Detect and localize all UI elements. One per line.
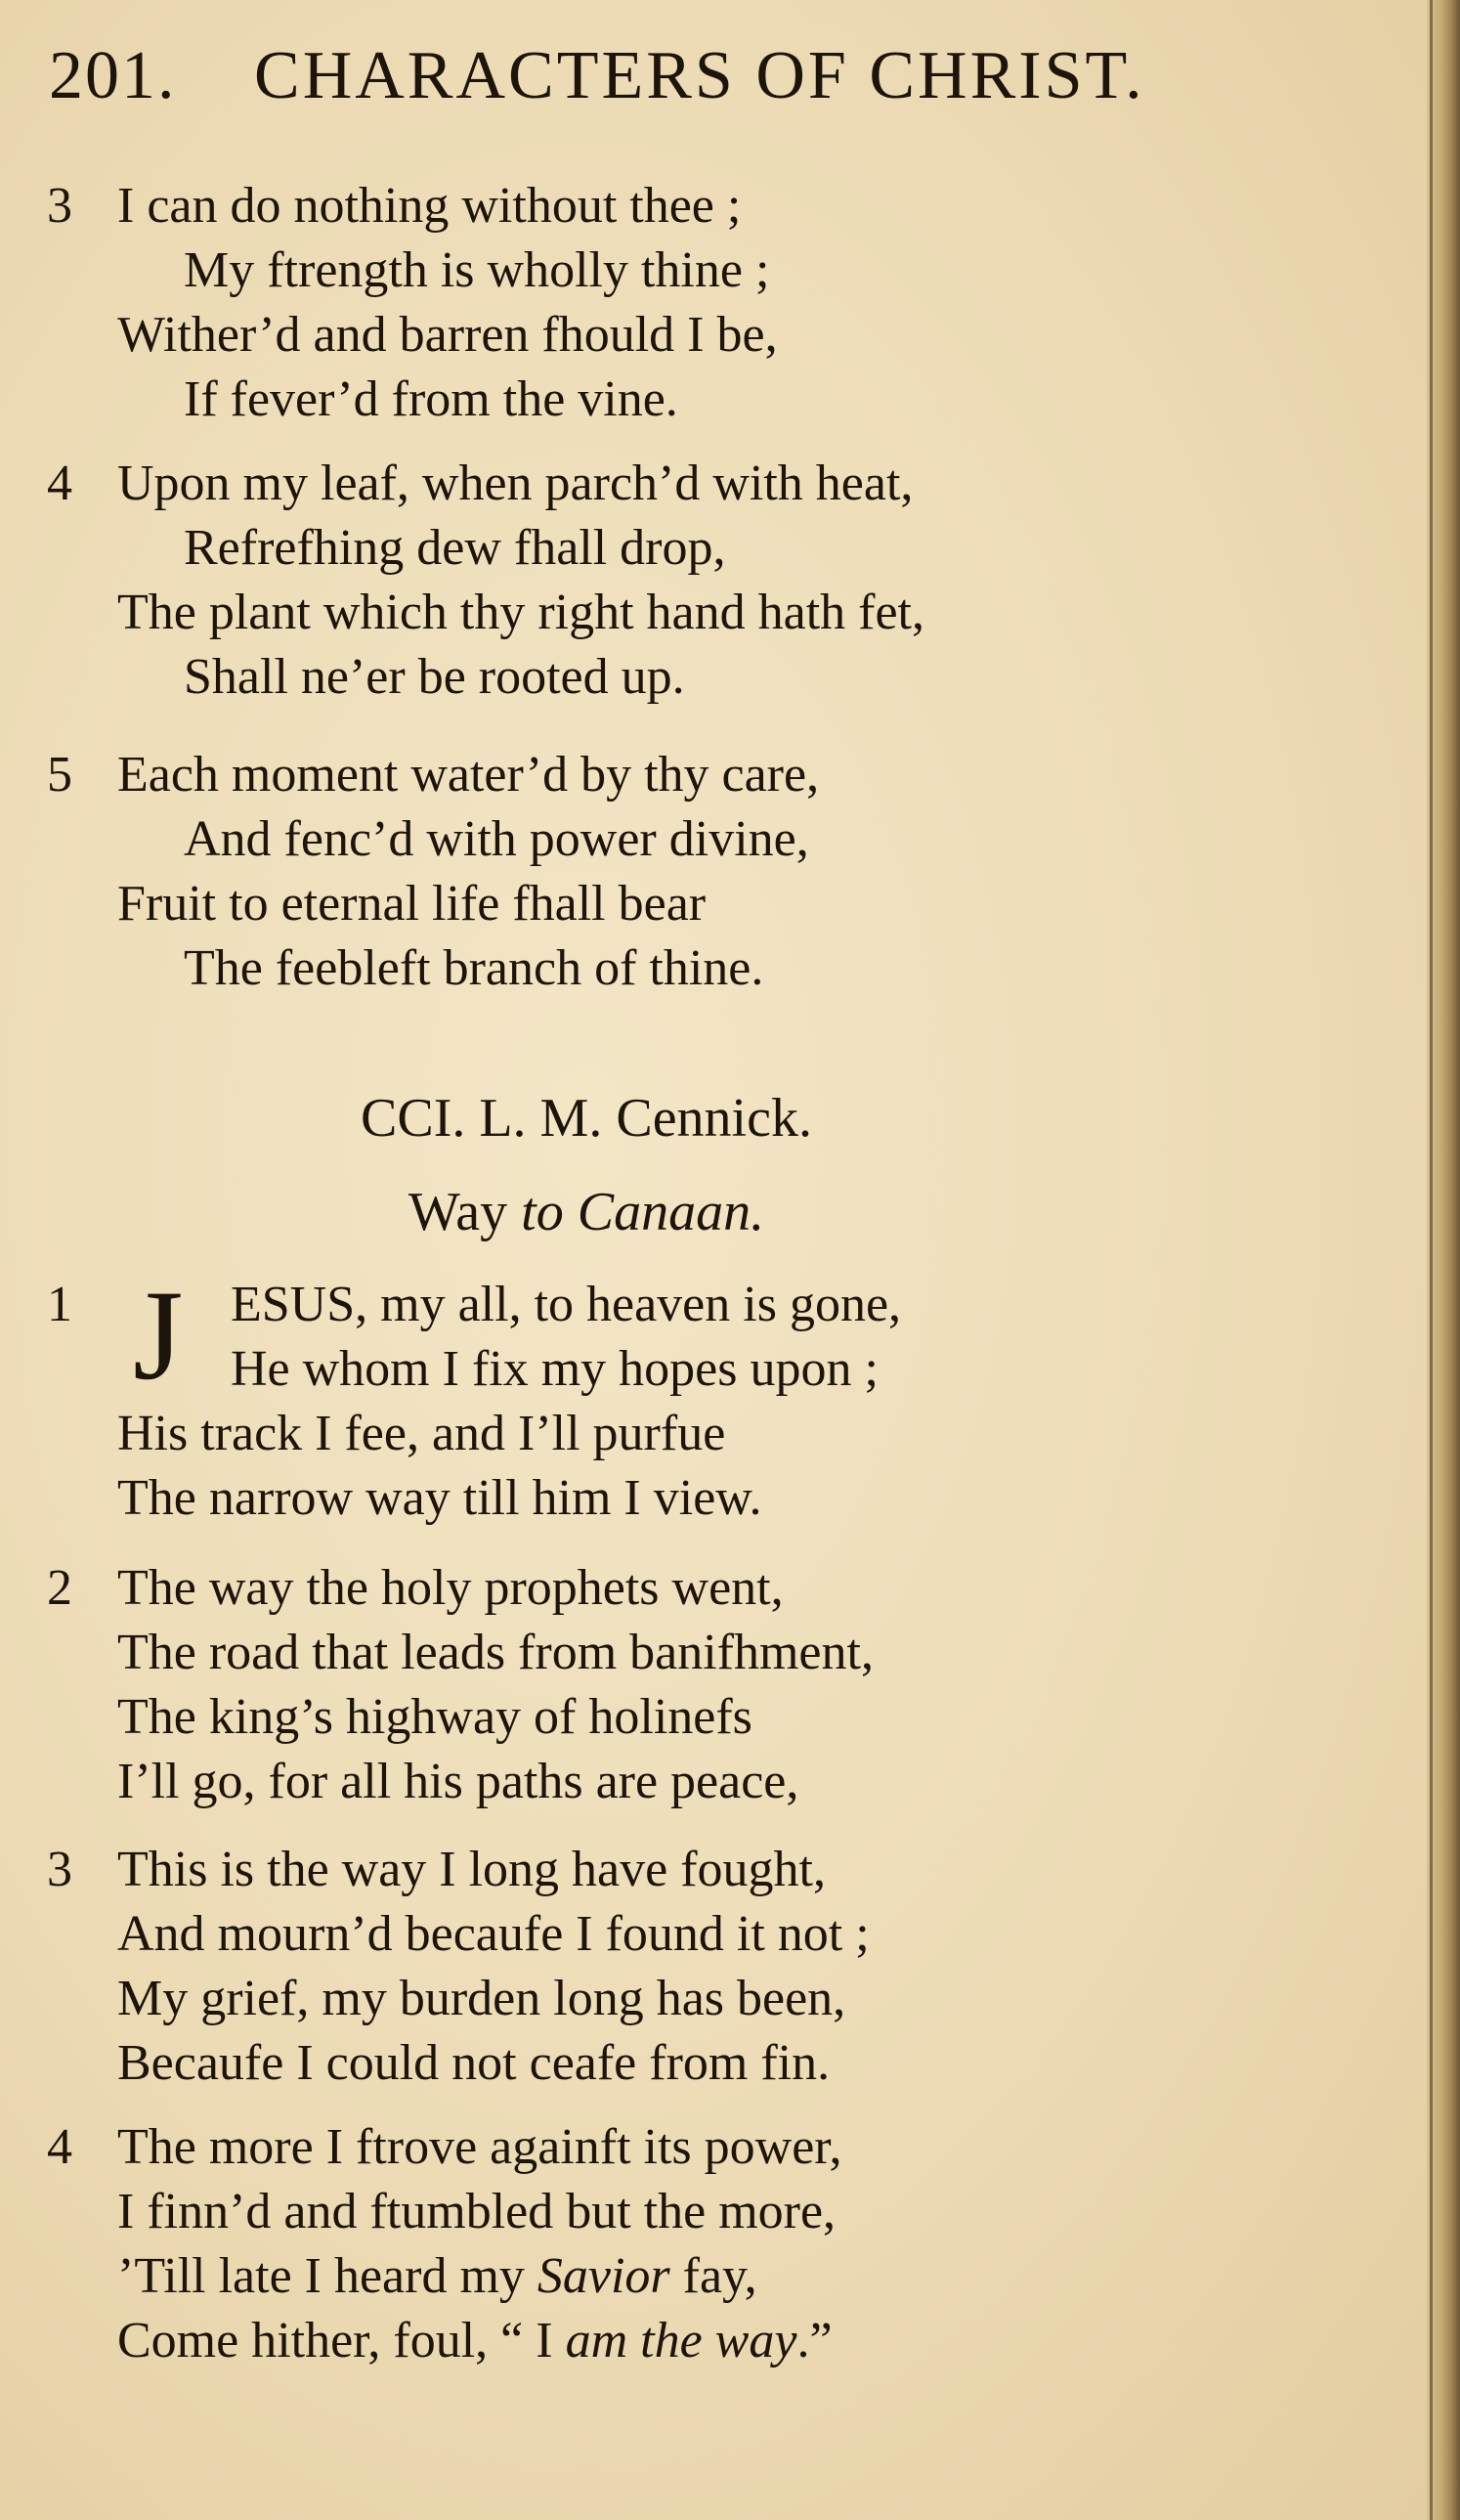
verse-line: I finn’d and ftumbled but the more, [117, 2184, 837, 2239]
page-title: CHARACTERS OF CHRIST. [254, 38, 1145, 113]
hymn-subtitle [0, 1181, 1173, 1243]
verse-line: Wither’d and barren fhould I be, [117, 307, 778, 363]
stanza-number: 4 [47, 456, 72, 511]
verse-line: He whom I fix my hopes upon ; [231, 1341, 879, 1397]
verse-line [117, 2309, 842, 2373]
hymn-subtitle-italic: to Canaan. [521, 1182, 765, 1242]
verse-line: The plant which thy right hand hath fet, [117, 585, 925, 640]
verse-line: The king’s highway of holinefs [117, 1689, 752, 1745]
verse-line: Becaufe I could not ceafe from fin. [117, 2035, 831, 2091]
stanza-number: 4 [47, 2119, 72, 2175]
verse-line: The feebleft branch of thine. [184, 940, 764, 996]
verse-line: My grief, my burden long has been, [117, 1971, 846, 2026]
hymn-stanza-2 [47, 1556, 874, 1814]
verse-line [117, 2244, 842, 2309]
stanza-number: 3 [47, 178, 72, 234]
stanza-prev-5 [47, 743, 819, 1001]
stanza-number: 2 [47, 1560, 72, 1616]
stanza-number: 3 [47, 1842, 72, 1897]
hymn-stanza-3 [47, 1838, 870, 2096]
hymn-subtitle-roman: Way [408, 1182, 508, 1242]
verse-line: I can do nothing without thee ; [117, 178, 742, 234]
verse-line: I’ll go, for all his paths are peace, [117, 1754, 799, 1809]
binding-edge [1430, 0, 1433, 2520]
verse-text: fay, [682, 2248, 757, 2304]
verse-line: The narrow way till him I view. [117, 1470, 762, 1526]
dropcap-line [47, 1337, 879, 1402]
stanza-number: 5 [47, 747, 72, 803]
verse-line: The road that leads from banifhment, [117, 1625, 874, 1680]
verse-text: .” [796, 2313, 833, 2368]
verse-line: My ftrength is wholly thine ; [184, 242, 770, 298]
verse-line: His track I fee, and I’ll purfue [117, 1406, 726, 1461]
verse-line: And fenc’d with power divine, [184, 811, 809, 867]
verse-line: Fruit to eternal life fhall bear [117, 876, 707, 932]
verse-line: The way the holy prophets went, [117, 1560, 784, 1616]
stanza-number: 1 [47, 1277, 72, 1332]
verse-line: This is the way I long have fought, [117, 1842, 826, 1897]
page-number: 201. [49, 38, 177, 113]
drop-cap: J [133, 1263, 184, 1407]
verse-italic: Savior [537, 2248, 670, 2304]
verse-text: Come hither, foul, “ I [117, 2313, 553, 2368]
verse-line: Refrefhing dew fhall drop, [184, 520, 726, 576]
verse-line: If fever’d from the vine. [184, 371, 678, 427]
verse-line: The more I ftrove againft its power, [117, 2119, 842, 2175]
hymn-heading: CCI. L. M. Cennick. [361, 1088, 812, 1149]
stanza-prev-3 [47, 174, 778, 432]
hymn-stanza-4 [47, 2115, 842, 2373]
verse-line: And mourn’d becaufe I found it not ; [117, 1906, 870, 1962]
stanza-prev-4 [47, 452, 924, 710]
hymn-stanza-1 [47, 1263, 902, 1531]
verse-text: ’Till late I heard my [117, 2248, 525, 2304]
verse-line: Shall ne’er be rooted up. [184, 649, 685, 705]
verse-line: ESUS, my all, to heaven is gone, [231, 1277, 902, 1332]
verse-line: Upon my leaf, when parch’d with heat, [117, 456, 914, 511]
verse-line: Each moment water’d by thy care, [117, 747, 820, 803]
verse-italic: am the way [565, 2313, 797, 2368]
